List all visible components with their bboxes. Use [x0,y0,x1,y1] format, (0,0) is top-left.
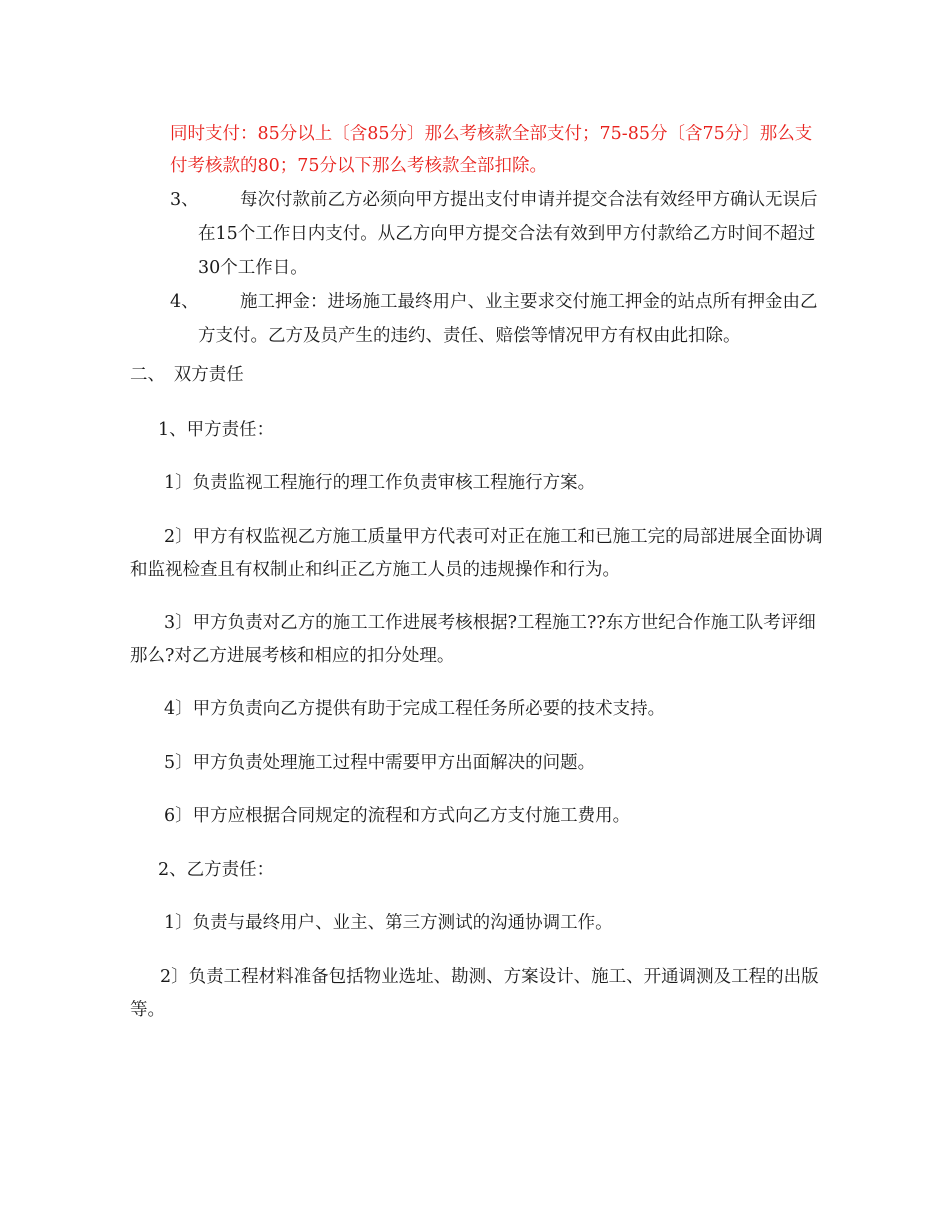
party-a-item-2-line-1: 2〕甲方有权监视乙方施工质量甲方代表可对正在施工和已施工完的局部进展全面协调 [164,527,823,547]
party-a-item-3-line-2: 那么?对乙方进展考核和相应的扣分处理。 [130,646,455,666]
item-3-line-3: 30个工作日。 [198,258,308,278]
party-a-item-6: 6〕甲方应根据合同规定的流程和方式向乙方支付施工费用。 [164,806,631,826]
party-a-item-4: 4〕甲方负责向乙方提供有助于完成工程任务所必要的技术支持。 [164,699,666,719]
party-a-item-1: 1〕负责监视工程施行的理工作负责审核工程施行方案。 [164,473,596,493]
payment-terms-red-text [170,118,870,182]
red-line-1: 同时支付：85分以上〔含85分〕那么考核款全部支付；75-85分〔含75分〕那么支 [170,124,813,144]
item-4-line-2: 方支付。乙方及员产生的违约、责任、赔偿等情况甲方有权由此扣除。 [198,326,741,346]
payment-item-4 [170,285,870,353]
party-a-item-3-line-1: 3〕甲方负责对乙方的施工工作进展考核根据?工程施工??东方世纪合作施工队考评细 [164,613,816,633]
item-4-line-1: 施工押金：进场施工最终用户、业主要求交付施工押金的站点所有押金由乙 [240,292,818,312]
party-b-heading: 2、乙方责任： [158,860,275,880]
payment-item-3 [170,183,870,285]
item-3-line-1: 每次付款前乙方必须向甲方提出支付申请并提交合法有效经甲方确认无误后 [240,190,818,210]
section-heading: 二、 双方责任 [130,365,244,385]
item-4-number: 4、 [170,292,199,312]
item-3-line-2: 在15个工作日内支付。从乙方向甲方提交合法有效到甲方付款给乙方时间不超过 [198,224,816,244]
item-3-number: 3、 [170,190,199,210]
party-a-heading: 1、甲方责任： [158,420,275,440]
party-b-item-2-line-2: 等。 [130,1000,165,1020]
party-a-item-2-line-2: 和监视检查且有权制止和纠正乙方施工人员的违规操作和行为。 [130,560,620,580]
party-a-item-5: 5〕甲方负责处理施工过程中需要甲方出面解决的问题。 [164,753,596,773]
party-b-item-1: 1〕负责与最终用户、业主、第三方测试的沟通协调工作。 [164,913,613,933]
party-b-item-2-line-1: 2〕负责工程材料准备包括物业选址、勘测、方案设计、施工、开通调测及工程的出版 [160,967,819,987]
red-line-2: 付考核款的80；75分以下那么考核款全部扣除。 [170,156,548,176]
